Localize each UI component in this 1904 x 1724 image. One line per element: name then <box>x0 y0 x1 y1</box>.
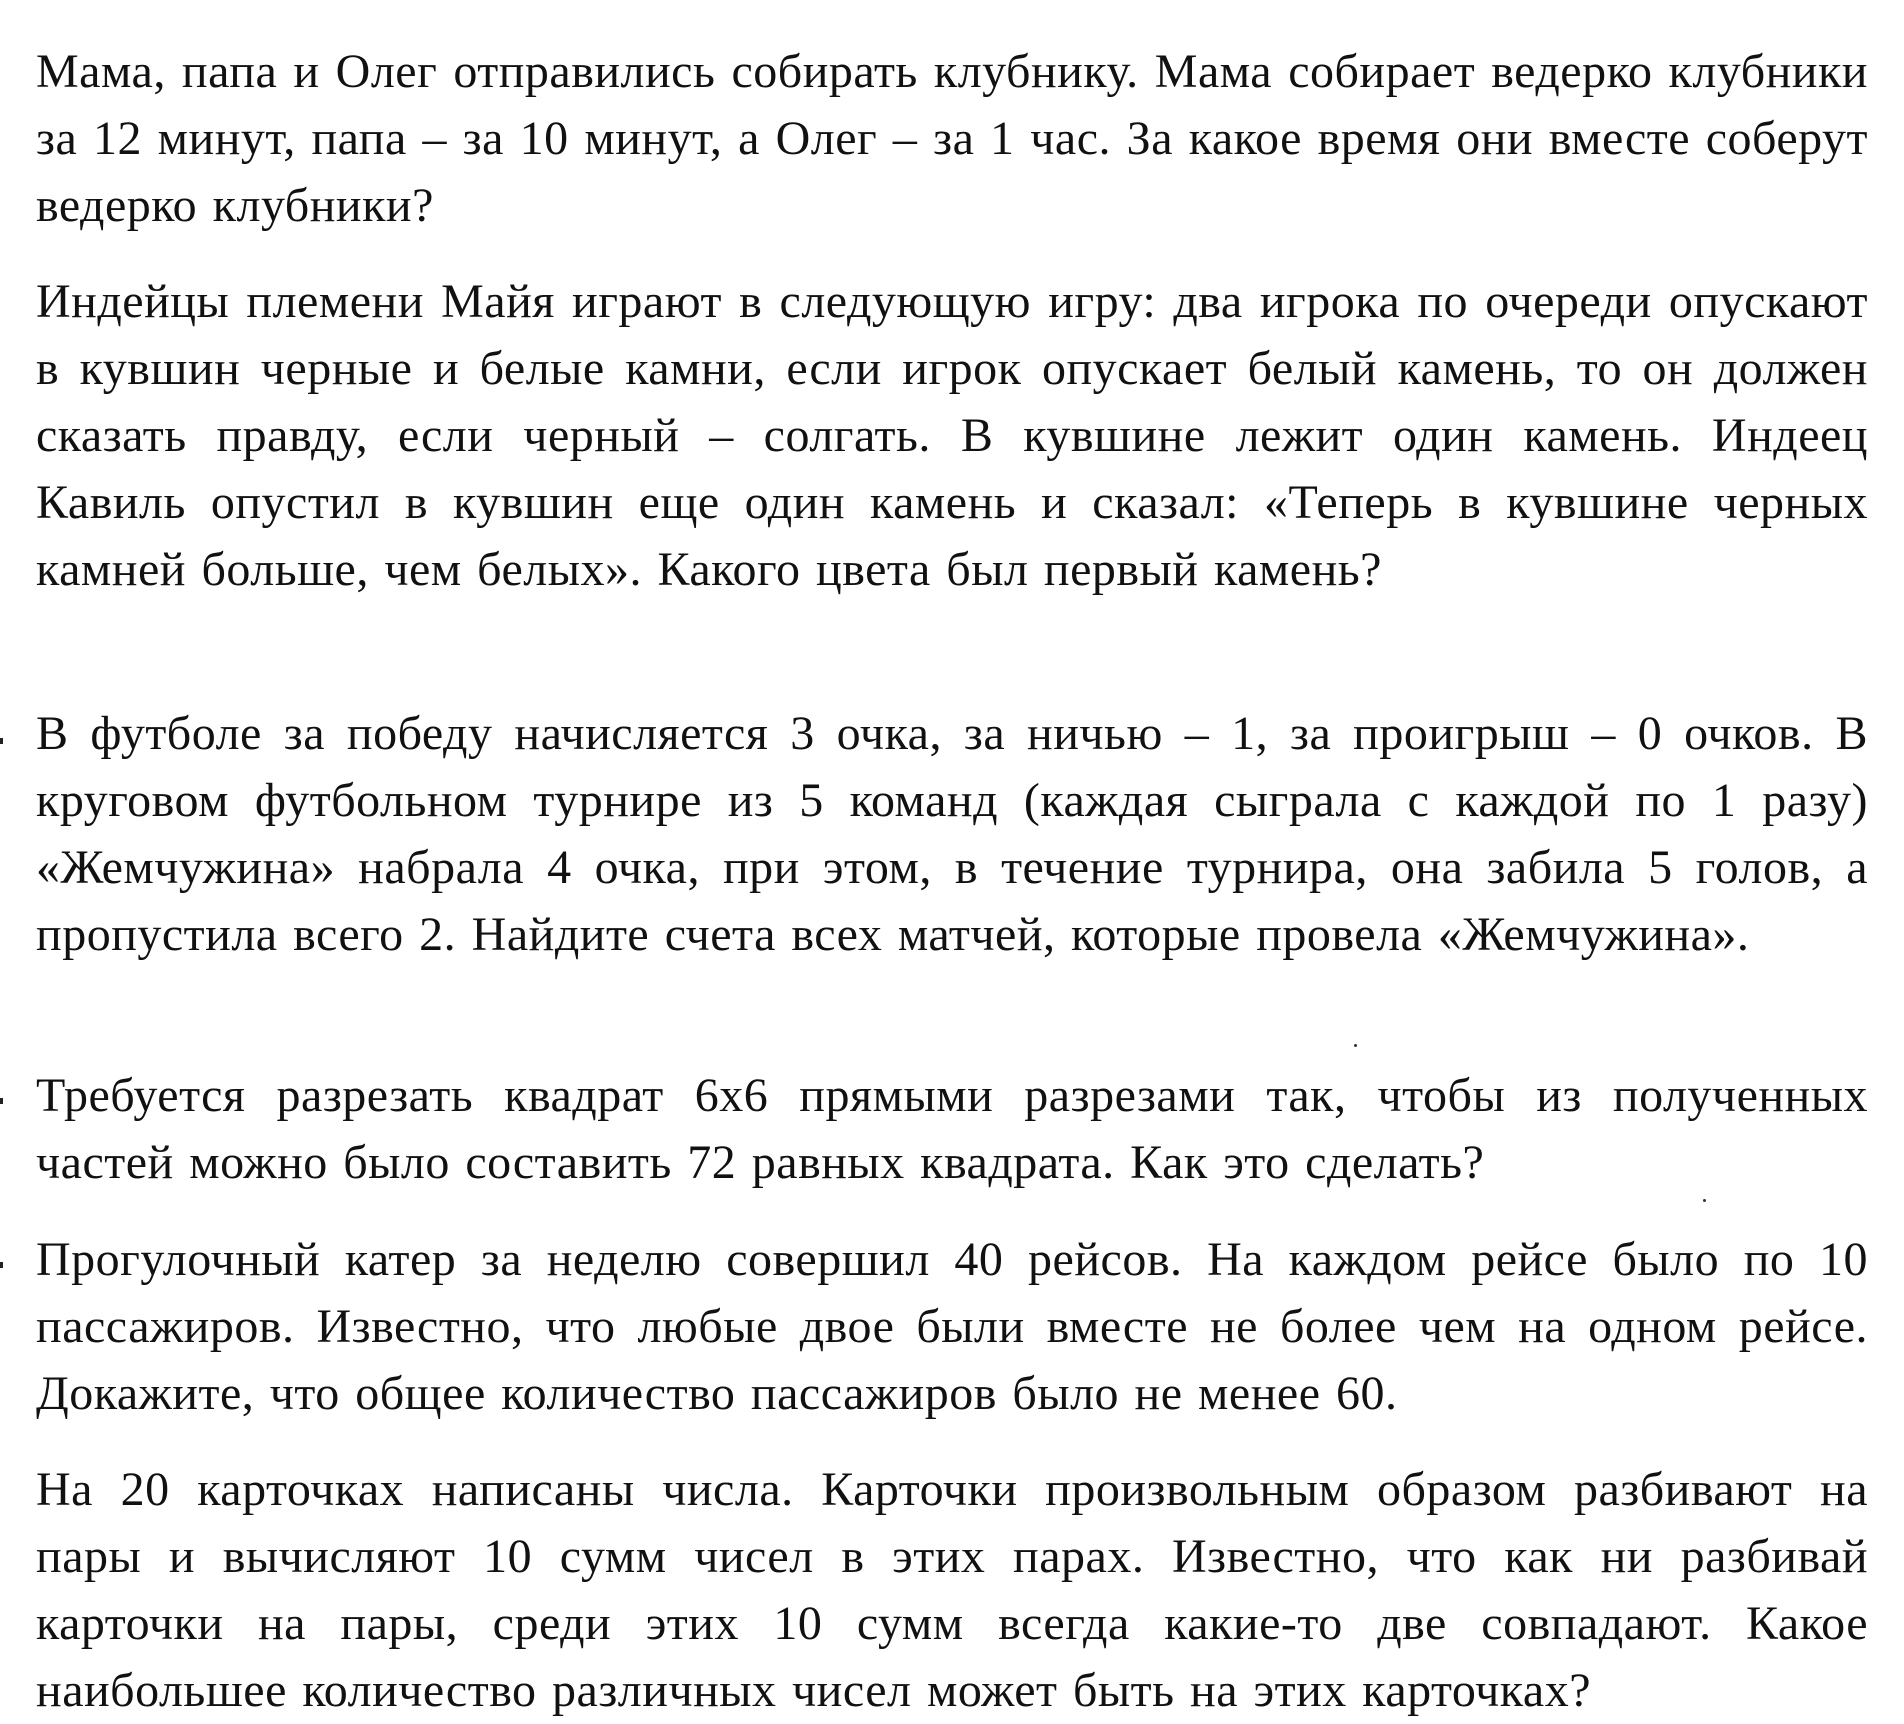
problem-boat-passengers: Прогулочный катер за неделю совершил 40 рейсов. На каждом рейсе было по 10 пассажиров. Известно, что любые двое были вместе не более чем на одном рейсе. Докажите, что общее количество пассажиров было не менее 60. <box>36 1233 1868 1420</box>
margin-mark <box>0 738 3 744</box>
scan-speck <box>1354 1044 1357 1047</box>
margin-mark <box>0 1262 3 1268</box>
problem-football-tournament: В футболе за победу начисляется 3 очка, за ничью – 1, за проигрыш – 0 очков. В круговом футбольном турнире из 5 команд (каждая сыграла с каждой по 1 разу) «Жемчужина» набрала 4 очка, при этом, в течение турнира, она забила 5 голов, а пропустила всего 2. Найдите счета всех матчей, которые провела «Жемчужина». <box>36 707 1868 961</box>
margin-mark <box>0 1098 3 1104</box>
problem-square-cutting: Требуется разрезать квадрат 6х6 прямыми разрезами так, чтобы из полученных частей можно было составить 72 равных квадрата. Как это сделать? <box>36 1069 1868 1189</box>
problem-strawberries: Мама, папа и Олег отправились собирать клубнику. Мама собирает ведерко клубники за 12 минут, папа – за 10 минут, а Олег – за 1 час. За какое время они вместе соберут ведерко клубники? <box>36 45 1868 232</box>
problem-cards-pairs: На 20 карточках написаны числа. Карточки произвольным образом разбивают на пары и вычисляют 10 сумм чисел в этих парах. Известно, что как ни разбивай карточки на пары, среди этих 10 сумм всегда какие-то две совпадают. Какое наибольшее количество различных чисел может быть на этих карточках? <box>36 1463 1868 1717</box>
scan-speck <box>1703 1199 1706 1202</box>
problem-maya-stones: Индейцы племени Майя играют в следующую игру: два игрока по очереди опускают в кувшин черные и белые камни, если игрок опускает белый камень, то он должен сказать правду, если черный – солгать. В кувшине лежит один камень. Индеец Кавиль опустил в кувшин еще один камень и сказал: «Теперь в кувшине черных камней больше, чем белых». Какого цвета был первый камень? <box>36 275 1868 596</box>
